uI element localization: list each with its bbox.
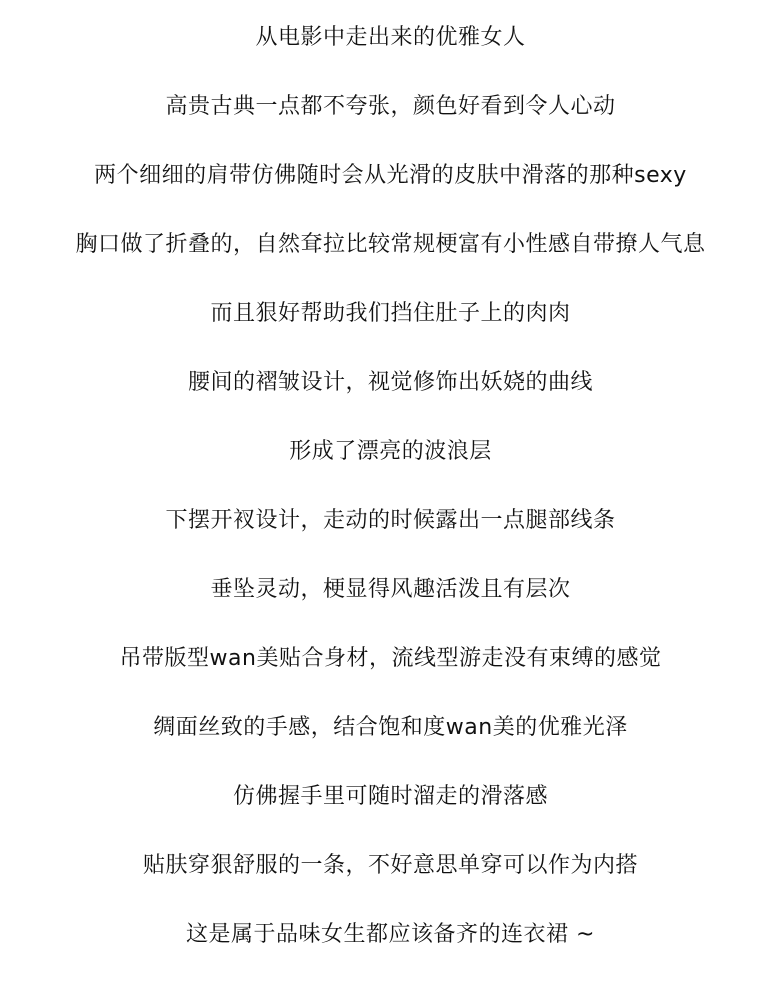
text-line-5: 而且狠好帮助我们挡住肚子上的肉肉 [210, 301, 571, 326]
text-line-8: 下摆开衩设计，走动的时候露出一点腿部线条 [165, 508, 616, 533]
text-line-14: 这是属于品味女生都应该备齐的连衣裙 ~ [186, 922, 595, 947]
text-line-4: 胸口做了折叠的，自然耷拉比较常规梗富有小性感自带撩人气息 [75, 232, 706, 257]
text-line-12: 仿佛握手里可随时溜走的滑落感 [232, 784, 548, 809]
text-line-9: 垂坠灵动，梗显得风趣活泼且有层次 [210, 577, 571, 602]
text-line-2: 高贵古典一点都不夸张，颜色好看到令人心动 [165, 94, 616, 119]
text-line-10: 吊带版型wan美贴合身材，流线型游走没有束缚的感觉 [119, 646, 662, 671]
text-line-1: 从电影中走出来的优雅女人 [255, 25, 526, 50]
text-line-3: 两个细细的肩带仿佛随时会从光滑的皮肤中滑落的那种sexy [94, 163, 687, 188]
text-line-13: 贴肤穿狠舒服的一条，不好意思单穿可以作为内搭 [142, 853, 638, 878]
text-line-7: 形成了漂亮的波浪层 [289, 439, 492, 464]
text-line-6: 腰间的褶皱设计，视觉修饰出妖娆的曲线 [187, 370, 593, 395]
text-line-11: 绸面丝致的手感，结合饱和度wan美的优雅光泽 [153, 715, 628, 740]
